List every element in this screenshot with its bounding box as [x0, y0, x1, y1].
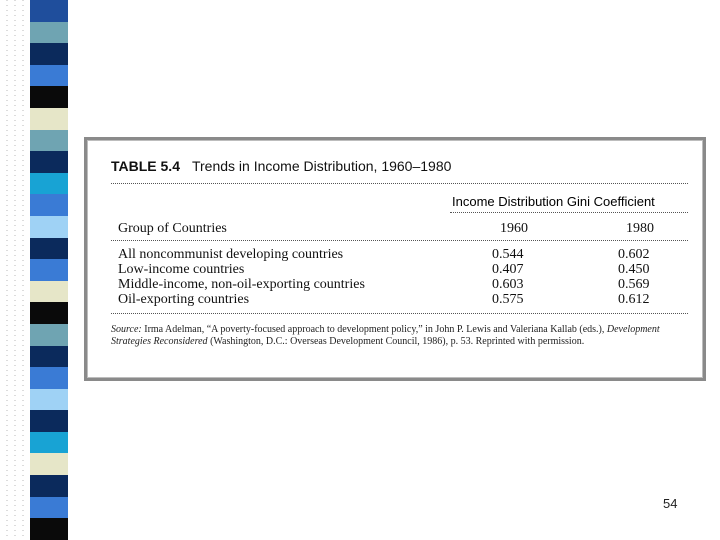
source-note: [111, 324, 691, 348]
table-row-label: All noncommunist developing countries: [118, 247, 344, 262]
stripe-block: [30, 367, 68, 389]
table-cell-1980: 0.602: [618, 247, 650, 262]
table-figure: [84, 137, 706, 381]
stripe-block: [30, 151, 68, 173]
stripe-block: [30, 302, 68, 324]
decorative-color-stripe: [30, 0, 68, 540]
col-1980-header: 1980: [626, 221, 654, 236]
table-cell-1960: 0.407: [492, 262, 524, 277]
table-cell-1980: 0.612: [618, 292, 650, 307]
table-title-text: Trends in Income Distribution, 1960–1980: [191, 158, 452, 174]
stripe-block: [30, 173, 68, 195]
table-cell-1960: 0.603: [492, 277, 524, 292]
header-divider: [111, 240, 688, 241]
table-row-label: Middle-income, non-oil-exporting countries: [118, 277, 365, 292]
stripe-block: [30, 518, 68, 540]
stripe-block: [30, 475, 68, 497]
group-header-divider: [450, 212, 688, 213]
stripe-block: [30, 216, 68, 238]
stripe-block: [30, 281, 68, 303]
source-label: Source:: [111, 324, 142, 335]
stripe-block: [30, 324, 68, 346]
source-book-title: Development Strategies Reconsidered: [111, 324, 660, 347]
stripe-block: [30, 0, 68, 22]
stripe-block: [30, 497, 68, 519]
title-divider: [111, 183, 688, 184]
stripe-block: [30, 22, 68, 44]
stripe-block: [30, 453, 68, 475]
stripe-block: [30, 259, 68, 281]
stripe-block: [30, 65, 68, 87]
table-bottom-divider: [111, 313, 688, 314]
row-header: Group of Countries: [118, 221, 227, 236]
col-1960-header: 1960: [500, 221, 528, 236]
stripe-block: [30, 194, 68, 216]
table-cell-1980: 0.569: [618, 277, 650, 292]
table-cell-1960: 0.544: [492, 247, 524, 262]
table-number: TABLE 5.4: [111, 158, 180, 174]
source-text-1: Irma Adelman, “A poverty-focused approach to development policy,” in John P. Lewis and Valeriana Kallab (eds.),: [141, 324, 607, 335]
dotted-border-decoration: [0, 0, 30, 540]
table-cell-1960: 0.575: [492, 292, 524, 307]
stripe-block: [30, 346, 68, 368]
table-row-label: Oil-exporting countries: [118, 292, 250, 307]
stripe-block: [30, 238, 68, 260]
stripe-block: [30, 43, 68, 65]
source-text-2: (Washington, D.C.: Overseas Development Council, 1986), p. 53. Reprinted with permission.: [207, 336, 585, 347]
table-row-label: Low-income countries: [118, 262, 245, 277]
stripe-block: [30, 432, 68, 454]
table-cell-1980: 0.450: [618, 262, 650, 277]
table-title: [111, 158, 451, 174]
stripe-block: [30, 410, 68, 432]
stripe-block: [30, 86, 68, 108]
stripe-block: [30, 108, 68, 130]
stripe-block: [30, 130, 68, 152]
stripe-block: [30, 389, 68, 411]
page-number: 54: [663, 496, 678, 511]
gini-group-header: Income Distribution Gini Coefficient: [452, 194, 655, 209]
